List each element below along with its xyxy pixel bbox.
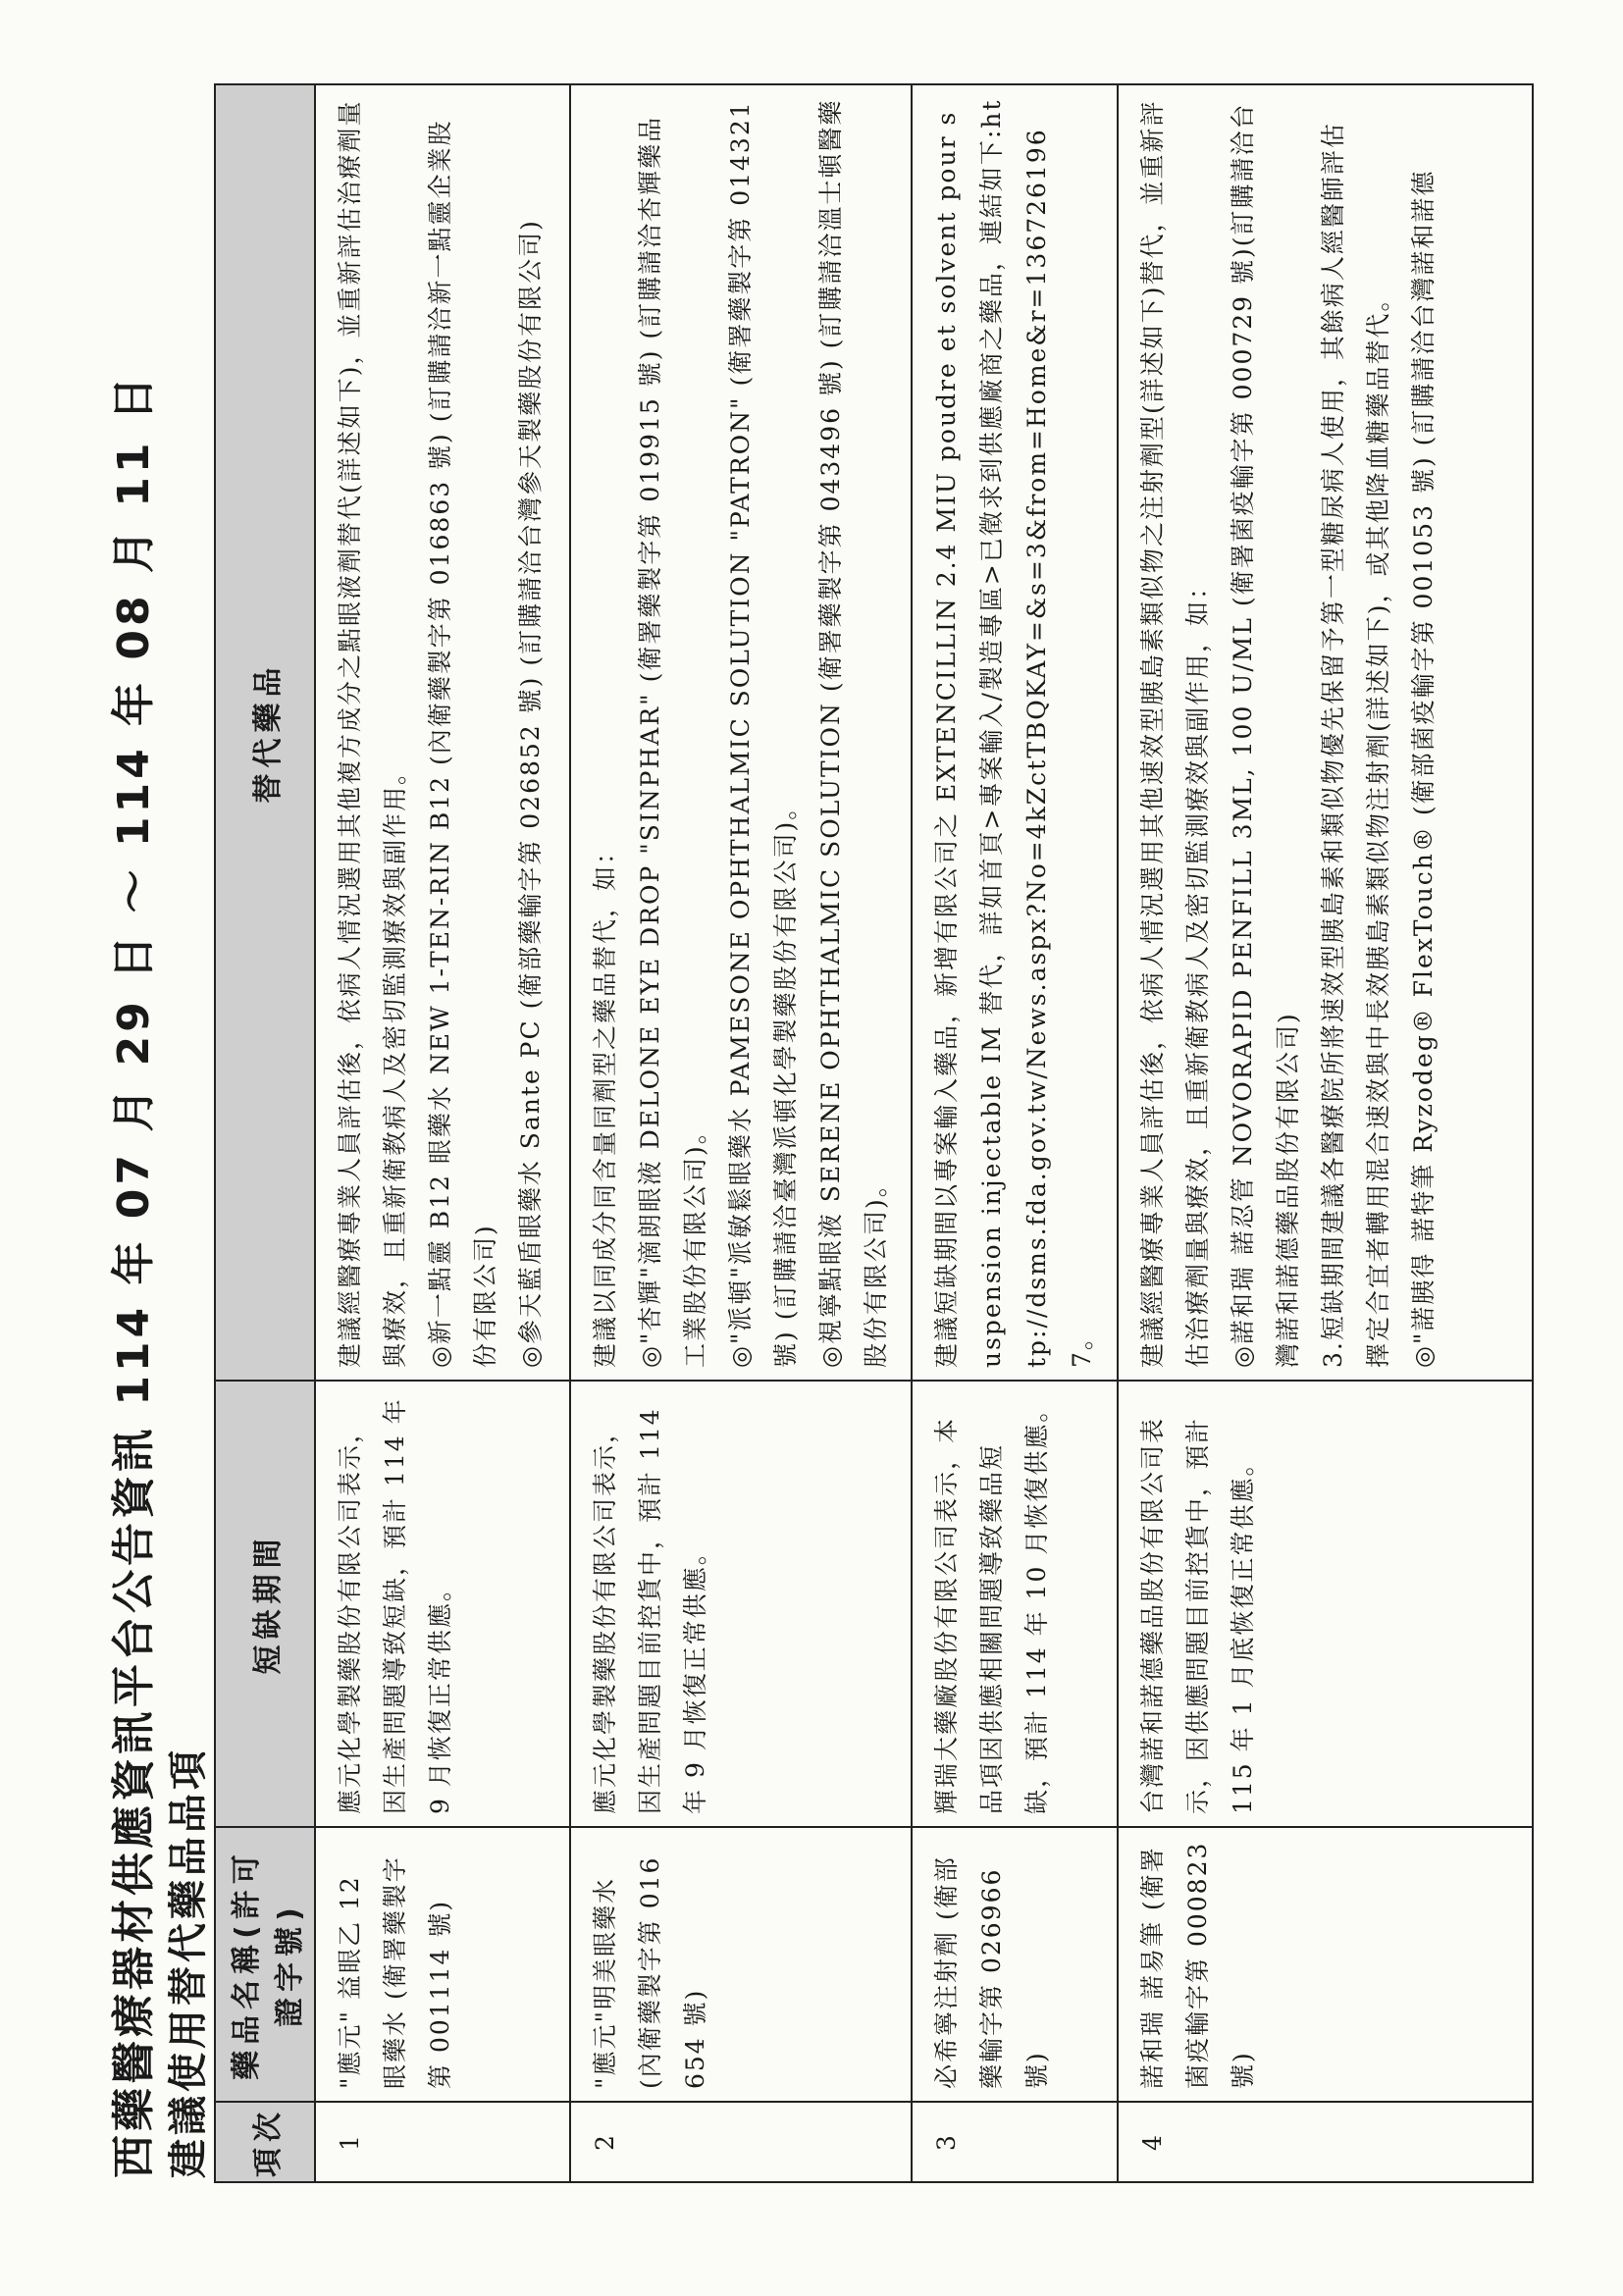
header-drug: 藥品名稱(許可證字號): [215, 1827, 315, 2102]
row-shortage: 台灣諾和諾德藥品股份有限公司表示，因供應問題目前控貨中，預計 115 年 1 月底恢復正常供應。: [1118, 1381, 1533, 1827]
alt-line: ◎諾和瑞 諾忍管 NOVORAPID PENFILL 3ML, 100 U/ML (衛署菌疫輸字第 000729 號)(訂購請洽台灣諾和諾德藥品股份有限公司): [1229, 102, 1302, 1368]
row-shortage: 應元化學製藥股份有限公司表示，因生產問題導致短缺，預計 114 年 9 月恢復正常供應。: [315, 1381, 570, 1827]
table-row: [315, 84, 570, 2182]
table-header-row: [215, 84, 315, 2182]
document-subtitle: 建議使用替代藥品品項: [166, 1747, 211, 2178]
row-drug: "應元"明美眼藥水 (內衛藥製字第 016654 號): [570, 1827, 912, 2102]
header-shortage: 短缺期間: [215, 1381, 315, 1827]
row-drug: 諾和瑞 諾易筆 (衛署菌疫輸字第 000823 號): [1118, 1827, 1533, 2102]
row-alternative: [912, 84, 1118, 1381]
row-drug: 必希寧注射劑 (衛部藥輸字第 026966 號): [912, 1827, 1118, 2102]
row-alternative: [315, 84, 570, 1381]
alt-line: 建議以同成分同含量同劑型之藥品替代，如：: [591, 837, 619, 1368]
row-alternative: [570, 84, 912, 1381]
header-no: 項次: [215, 2102, 315, 2182]
row-no: 3: [912, 2102, 1118, 2182]
alt-line: ◎參天藍盾眼藥水 Sante PC (衛部藥輸字第 026852 號) (訂購請洽台灣參天製藥股份有限公司): [516, 219, 545, 1368]
alt-line: ◎新一點靈 B12 眼藥水 NEW 1-TEN-RIN B12 (內衛藥製字第 016863 號) (訂購請洽新一點靈企業股份有限公司): [426, 119, 499, 1368]
row-shortage: 輝瑞大藥廠股份有限公司表示，本品項因供應相關問題導致藥品短缺，預計 114 年 10 月恢復供應。: [912, 1381, 1118, 1827]
alt-line: ◎"諾胰得 諾特筆 Ryzodeg® FlexTouch® (衛部菌疫輸字第 001053 號) (訂購請洽台灣諾和諾德: [1409, 169, 1438, 1368]
table-row: [912, 84, 1118, 2182]
table-row: [570, 84, 912, 2182]
alt-line: 建議短缺期間以專案輸入藥品，新增有限公司之 EXTENCILLIN 2.4 MIU poudre et solvent pour suspension injectable IM 替代，詳如首頁>專案輸入/製造專區>已徵求到供應廠商之藥品，連結如下:http://dsms.fda.gov.tw/News.aspx?No=4kZctTBQKAY=&s=3&from=Home&r=1367261967。: [932, 98, 1096, 1368]
alt-line: ◎"派頓"派敏鬆眼藥水 PAMESONE OPHTHALMIC SOLUTION "PATRON" (衛署藥製字第 014321 號) (訂購請洽臺灣派頓化學製藥股份有限公司)。: [726, 100, 800, 1368]
row-shortage: 應元化學製藥股份有限公司表示，因生產問題目前控貨中，預計 114 年 9 月恢復正常供應。: [570, 1381, 912, 1827]
alt-line: 建議經醫療專業人員評估後，依病人情況選用其他速效型胰島素類似物之注射劑型(詳述如下)替代，並重新評估治療劑量與療效，且重新衛教病人及密切監測療效與副作用，如：: [1138, 99, 1212, 1368]
alt-line: ◎"杏輝"滴朗眼液 DELONE EYE DROP "SINPHAR" (衛署藥製字第 019915 號) (訂購請洽杏輝藥品工業股份有限公司)。: [636, 115, 709, 1368]
alt-line: 3.短缺期間建議各醫療院所將速效型胰島素和類似物優先保留予第一型糖尿病人使用，其餘病人經醫師評估擇定合宜者轉用混合速效與中長效胰島素類似物注射劑(詳述如下)，或其他降血糖藥品替代。: [1319, 122, 1392, 1368]
alt-line: ◎視寧點眼液 SERENE OPHTHALMIC SOLUTION (衛署藥製字第 043496 號) (訂購請洽溫士頓醫藥股份有限公司)。: [816, 98, 890, 1368]
row-alternative: [1118, 84, 1533, 1381]
row-no: 2: [570, 2102, 912, 2182]
document-title: 西藥醫療器材供應資訊平台公告資訊 114 年 07 月 29 日 ～ 114 年 08 月 11 日: [109, 373, 159, 2178]
alt-line: 建議經醫療專業人員評估後，依病人情況選用其他複方成分之點眼液劑替代(詳述如下)，並重新評估治療劑量與療效，且重新衛教病人及密切監測療效與副作用。: [336, 99, 409, 1368]
shortage-table: [214, 83, 1534, 2183]
row-no: 1: [315, 2102, 570, 2182]
header-alternative: 替代藥品: [215, 84, 315, 1381]
row-drug: "應元" 益眼乙 12 眼藥水 (衛署藥製字第 001114 號): [315, 1827, 570, 2102]
row-no: 4: [1118, 2102, 1533, 2182]
table-row: [1118, 84, 1533, 2182]
